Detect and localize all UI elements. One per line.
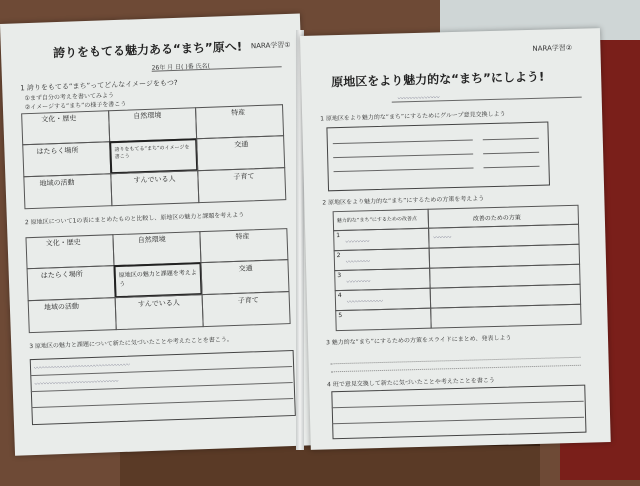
- left-worksheet-page: [0, 14, 315, 456]
- left-page-title: 誇りをもてる魅力ある“まち”原へ!: [52, 39, 243, 61]
- answer-box-4: [331, 385, 586, 440]
- grid2-work: はたらく場所: [40, 270, 83, 280]
- row-number-4: 4: [337, 292, 342, 300]
- left-header-tag: NARA学習①: [250, 40, 291, 51]
- left-question-1-sub1: ①まず自分の考えを書いてみよう: [24, 92, 115, 103]
- grid2-food: 特産: [235, 232, 250, 241]
- grid2-activity: 地域の活動: [43, 302, 80, 312]
- left-question-1: 1 誇りをもてる“まち”ってどんなイメージをもつ?: [20, 78, 178, 93]
- handwriting-line-1: 〰〰〰〰〰〰〰〰〰〰〰〰〰〰〰〰: [33, 361, 131, 373]
- grid1-traffic: 交通: [234, 140, 249, 149]
- row-number-3: 3: [337, 272, 342, 280]
- grid1-activity: 地域の活動: [39, 178, 75, 188]
- table-head-improvement: 魅力的な“まち”にするための改善点: [336, 216, 418, 225]
- left-question-3: 3 原地区の魅力と課題について新たに気づいたことや考えたことを書こう。: [29, 336, 233, 351]
- grid1-center: 誇りをもてる“まち”のイメージを書こう: [114, 144, 190, 161]
- grid1-culture: 文化・歴史: [41, 114, 77, 124]
- row-number-2: 2: [336, 252, 341, 260]
- grid1-work: はたらく場所: [36, 146, 79, 156]
- right-worksheet-page: [300, 28, 611, 450]
- grid1-nature: 自然環境: [133, 111, 162, 121]
- date-name-line: 26年 月 日( )番 氏名(: [151, 62, 211, 72]
- right-header-tag: NARA学習②: [532, 43, 573, 53]
- table-head-strategy: 改善のための方策: [472, 214, 521, 223]
- right-question-3: 3 魅力的な“まち”にするための方策をスライドにまとめ、発表しよう: [325, 334, 512, 347]
- grid2-children: 子育て: [237, 296, 259, 305]
- right-question-4: 4 班で意見交換して新たに気づいたことや考えたことを書こう: [327, 377, 495, 389]
- grid2-traffic: 交通: [238, 264, 253, 273]
- left-question-1-sub2: ②イメージする“まち”の様子を書こう: [24, 100, 127, 112]
- right-page-title: 原地区をより魅力的な“まち”にしよう!: [331, 69, 545, 90]
- grid1-children: 子育て: [233, 172, 255, 181]
- right-question-2: 2 原地区をより魅力的な“まち”にするための方策を考えよう: [322, 195, 485, 207]
- left-question-2: 2 原地区について1の表にまとめたものと比較し、原地区の魅力と課題を考えよう: [24, 211, 245, 227]
- grid2-culture: 文化・歴史: [45, 238, 81, 248]
- strategy-table: 魅力的な“まち”にするための改善点 改善のための方策 1 2 3 4 5 〰〰〰〰 〰〰〰 〰〰〰〰 〰〰〰〰 〰〰〰〰〰〰: [333, 205, 582, 331]
- issues-grid-2: [25, 228, 290, 333]
- handwriting-line-2: 〰〰〰〰〰〰〰〰〰〰〰〰〰〰: [34, 378, 119, 389]
- grid2-nature: 自然環境: [137, 235, 166, 245]
- handwriting-name: 〰〰〰〰〰〰〰: [397, 94, 440, 103]
- grid2-center: 原地区の魅力と課題を考えよう: [118, 269, 197, 288]
- grid2-people: すんでいる人: [137, 298, 180, 309]
- row-number-5: 5: [338, 311, 343, 320]
- row-number-1: 1: [336, 232, 341, 240]
- grid1-people: すんでいる人: [133, 174, 176, 185]
- grid1-food: 特産: [231, 108, 246, 117]
- right-question-1: 1 原地区をより魅力的な“まち”にするためにグループ意見交換しよう: [320, 110, 506, 123]
- image-grid-1: [21, 104, 286, 209]
